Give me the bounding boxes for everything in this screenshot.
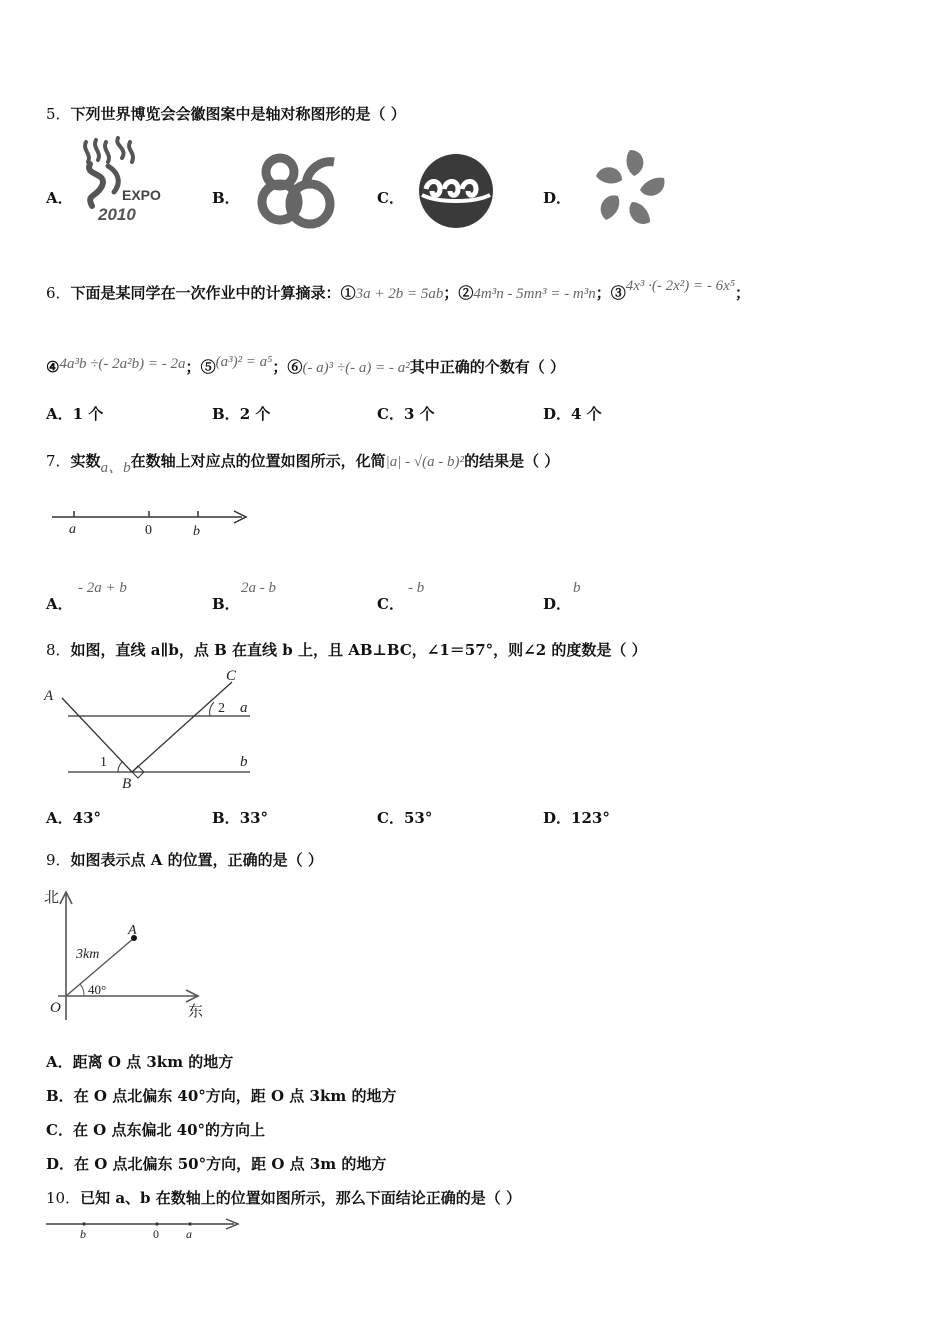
q6-sep4: ； [185, 358, 201, 376]
q9-option-c: C．在 O 点东偏北 40°的方向上 [46, 1121, 266, 1139]
q5-option-b-label: B． [212, 189, 240, 207]
q10-axis-label-a: a [186, 1227, 192, 1241]
q6-option-d: D．4 个 [543, 405, 602, 423]
q10-stem [46, 1187, 521, 1208]
q6-expr3-mark: ③ [610, 284, 626, 302]
logo-a-year-text: 2010 [98, 205, 136, 224]
q6-expr1-mark: ① [340, 284, 356, 302]
q7-option-a-value: - 2a + b [78, 580, 127, 596]
q5-option-a-label: A． [46, 189, 73, 207]
q5-number: 5． [46, 105, 71, 123]
q7-axis-label-a: a [69, 522, 76, 537]
q6-sep2: ； [595, 284, 611, 302]
q6-expr4-mark: ④ [46, 358, 60, 376]
q7-text1: 实数 [70, 452, 101, 470]
q9-option-b: B．在 O 点北偏东 40°方向，距 O 点 3km 的地方 [46, 1087, 397, 1105]
q6-expr3: 4x³ ·(- 2x²) = - 6x⁵ [625, 278, 736, 294]
q6-expr2: 4m³n - 5mn³ = - m³n [473, 286, 596, 302]
q6-intro: 下面是某同学在一次作业中的计算摘录： [70, 284, 341, 302]
expo-logo-b [258, 150, 338, 230]
q8-option-c: C．53° [377, 809, 433, 827]
q9-angle-label: 40° [88, 982, 107, 997]
q7-text3: 的结果是（ ） [464, 452, 560, 470]
q6-question: 其中正确的个数有（ ） [409, 358, 565, 376]
q6-sep5: ； [272, 358, 288, 376]
q8-line-b: b [240, 754, 248, 770]
q8-figure [40, 666, 260, 792]
q8-angle-1: 1 [100, 755, 107, 770]
q7-option-b-value: 2a - b [241, 580, 276, 596]
q7-option-c-value: - b [408, 580, 425, 596]
q7-option-b-label: B． [212, 595, 240, 613]
q5-text: 下列世界博览会会徽图案中是轴对称图形的是（ ） [70, 105, 406, 123]
q7-axis-label-zero: 0 [145, 523, 152, 538]
q6-expr2-mark: ② [458, 284, 474, 302]
q8-stem [46, 639, 647, 660]
q7-option-a-label: A． [46, 595, 73, 613]
q10-number-line [44, 1214, 244, 1244]
logo-a-expo-text: EXPO [122, 187, 161, 203]
q9-east-label: 东 [188, 1004, 204, 1020]
q6-number: 6． [46, 284, 71, 302]
q10-text: 已知 a、b 在数轴上的位置如图所示，那么下面结论正确的是（ ） [80, 1189, 521, 1207]
q7-text2: 在数轴上对应点的位置如图所示，化简 [130, 452, 386, 470]
q7-option-d-value: b [573, 580, 581, 596]
q8-option-a: A．43° [46, 809, 102, 827]
q7-expr: |a| - √(a - b)² [385, 454, 465, 470]
q9-origin-label: O [50, 1000, 61, 1016]
q8-text: 如图，直线 a∥b，点 B 在直线 b 上，且 AB⊥BC，∠1＝57°，则∠2 的度数是（ ） [70, 641, 647, 659]
q6-option-a: A．1 个 [46, 405, 104, 423]
q6-expr5-mark: ⑤ [200, 358, 216, 376]
q10-axis-label-b: b [80, 1227, 86, 1241]
q9-option-a: A．距离 O 点 3km 的地方 [46, 1053, 234, 1071]
q6-expr6: (- a)³ ÷(- a) = - a² [302, 360, 410, 376]
q6-option-b: B．2 个 [212, 405, 271, 423]
q5-option-d-label: D． [543, 189, 572, 207]
q7-number-line [50, 505, 250, 541]
q9-distance-label: 3km [76, 947, 100, 962]
q9-point-label: A [128, 923, 137, 938]
q8-point-a: A [44, 688, 54, 704]
expo-logo-a [78, 136, 170, 224]
q5-option-c-label: C． [377, 189, 404, 207]
q10-axis-label-zero: 0 [153, 1227, 159, 1241]
q6-sep1: ； [443, 284, 459, 302]
q8-option-b: B．33° [212, 809, 269, 827]
q8-option-d: D．123° [543, 809, 610, 827]
q7-vars: a、b [100, 460, 131, 476]
q9-stem [46, 849, 323, 870]
q6-expr5: (a³)² = a⁵ [215, 354, 273, 370]
q7-number: 7． [46, 452, 71, 470]
q7-axis-label-b: b [193, 524, 200, 539]
q7-option-d-label: D． [543, 595, 572, 613]
q9-north-label: 北 [44, 890, 60, 906]
q6-option-c: C．3 个 [377, 405, 435, 423]
q8-point-c: C [226, 668, 237, 684]
q10-number: 10． [46, 1189, 81, 1207]
q8-number: 8． [46, 641, 71, 659]
q6-expr6-mark: ⑥ [287, 358, 303, 376]
expo-logo-c [418, 153, 494, 229]
q7-stem [46, 450, 560, 476]
q8-line-a: a [240, 700, 248, 716]
q9-option-d: D．在 O 点北偏东 50°方向，距 O 点 3m 的地方 [46, 1155, 387, 1173]
q8-angle-2: 2 [218, 701, 225, 716]
q9-number: 9． [46, 851, 71, 869]
q6-expr4: 4a³b ÷(- 2a²b) = - 2a [59, 356, 186, 372]
q8-point-b: B [122, 776, 132, 792]
q9-text: 如图表示点 A 的位置，正确的是（ ） [70, 851, 323, 869]
q6-stem-line1 [46, 278, 751, 303]
q6-sep3: ； [735, 284, 751, 302]
q6-expr1: 3a + 2b = 5ab [355, 286, 444, 302]
q7-option-c-label: C． [377, 595, 404, 613]
expo-logo-d [590, 146, 670, 230]
q9-compass-figure [42, 884, 212, 1024]
q6-stem-line2 [46, 356, 565, 377]
q5-stem [46, 103, 406, 124]
